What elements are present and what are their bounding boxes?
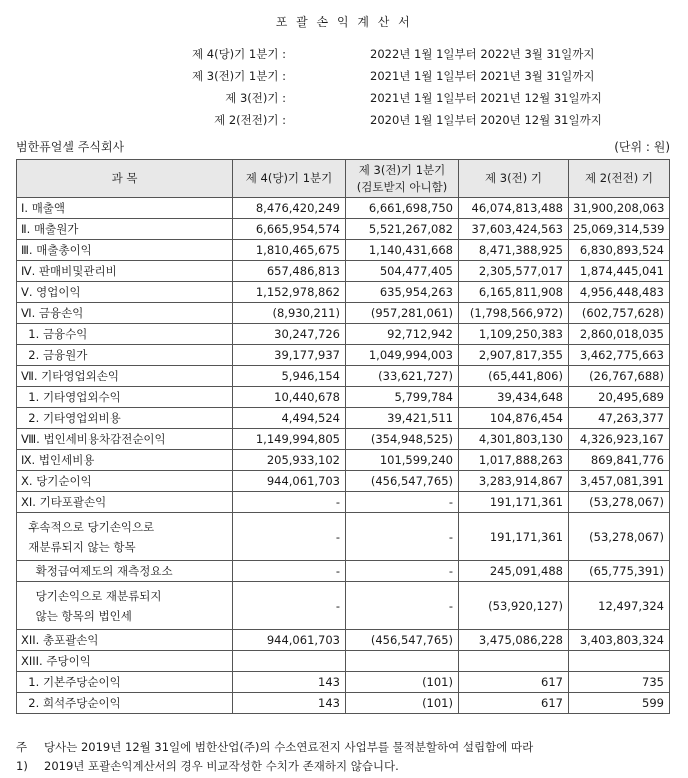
amount-v2: (354,948,525) <box>346 429 459 450</box>
amount-v3: 245,091,488 <box>459 561 569 582</box>
account-name: Ⅰ. 매출액 <box>17 198 233 219</box>
footnote-line-2: 2019년 포괄손익계산서의 경우 비교작성한 수치가 존재하지 않습니다. <box>44 759 399 773</box>
table-row <box>17 651 670 672</box>
amount-v2: 92,712,942 <box>346 324 459 345</box>
amount-v4: 31,900,208,063 <box>569 198 670 219</box>
amount-v1: 1,810,465,675 <box>233 240 346 261</box>
amount-v3: 1,109,250,383 <box>459 324 569 345</box>
amount-v2: (456,547,765) <box>346 471 459 492</box>
amount-v3: 617 <box>459 672 569 693</box>
account-name: XIII. 주당이익 <box>17 651 233 672</box>
amount-v4: 599 <box>569 693 670 714</box>
period-list <box>0 46 688 134</box>
table-row <box>17 582 670 630</box>
table-row <box>17 492 670 513</box>
amount-v2: - <box>346 513 459 561</box>
account-name: 1. 기본주당순이익 <box>17 672 233 693</box>
table-row <box>17 408 670 429</box>
amount-v3 <box>459 651 569 672</box>
amount-v2: (33,621,727) <box>346 366 459 387</box>
amount-v3: 3,475,086,228 <box>459 630 569 651</box>
amount-v1: 30,247,726 <box>233 324 346 345</box>
income-statement-table <box>16 159 670 714</box>
amount-v1: 4,494,524 <box>233 408 346 429</box>
account-name: 후속적으로 당기손익으로 재분류되지 않는 항목 <box>17 513 233 561</box>
amount-v2: (101) <box>346 672 459 693</box>
amount-v3: 4,301,803,130 <box>459 429 569 450</box>
amount-v2 <box>346 651 459 672</box>
table-row <box>17 693 670 714</box>
amount-v3: 39,434,648 <box>459 387 569 408</box>
footnote-tag: 주1) <box>16 740 28 773</box>
amount-v3: 1,017,888,263 <box>459 450 569 471</box>
amount-v1: 10,440,678 <box>233 387 346 408</box>
amount-v1: - <box>233 513 346 561</box>
currency-unit: (단위 : 원) <box>614 140 670 154</box>
account-name: Ⅲ. 매출총이익 <box>17 240 233 261</box>
amount-v3: (65,441,806) <box>459 366 569 387</box>
amount-v2: (456,547,765) <box>346 630 459 651</box>
amount-v1: 8,476,420,249 <box>233 198 346 219</box>
amount-v4: 735 <box>569 672 670 693</box>
amount-v4: 3,457,081,391 <box>569 471 670 492</box>
amount-v1: 5,946,154 <box>233 366 346 387</box>
table-row <box>17 513 670 561</box>
table-row <box>17 450 670 471</box>
period-row <box>0 68 688 90</box>
amount-v1: 944,061,703 <box>233 471 346 492</box>
amount-v2: 1,049,994,003 <box>346 345 459 366</box>
amount-v4: (26,767,688) <box>569 366 670 387</box>
amount-v3: 37,603,424,563 <box>459 219 569 240</box>
amount-v2: 504,477,405 <box>346 261 459 282</box>
period-label: 제 3(전)기 1분기 : <box>192 69 286 83</box>
account-name: 2. 금융원가 <box>17 345 233 366</box>
header-prior-quarter-line1: 제 3(전)기 1분기 <box>358 162 446 177</box>
amount-v1: (8,930,211) <box>233 303 346 324</box>
account-name: Ⅷ. 법인세비용차감전순이익 <box>17 429 233 450</box>
table-row <box>17 630 670 651</box>
table-row <box>17 672 670 693</box>
amount-v3: 3,283,914,867 <box>459 471 569 492</box>
amount-v4: 4,956,448,483 <box>569 282 670 303</box>
account-name: 2. 희석주당순이익 <box>17 693 233 714</box>
amount-v1: 1,152,978,862 <box>233 282 346 303</box>
amount-v4: 3,403,803,324 <box>569 630 670 651</box>
account-name: Ⅳ. 판매비및관리비 <box>17 261 233 282</box>
table-row <box>17 345 670 366</box>
table-row <box>17 429 670 450</box>
amount-v3: 104,876,454 <box>459 408 569 429</box>
period-row <box>0 90 688 112</box>
header-prior-year: 제 3(전) 기 <box>459 160 569 198</box>
period-label: 제 4(당)기 1분기 : <box>192 47 286 61</box>
account-name: Ⅵ. 금융손익 <box>17 303 233 324</box>
amount-v4: (53,278,067) <box>569 513 670 561</box>
amount-v2: - <box>346 492 459 513</box>
amount-v1: 657,486,813 <box>233 261 346 282</box>
amount-v1: 1,149,994,805 <box>233 429 346 450</box>
table-row <box>17 282 670 303</box>
amount-v2: 39,421,511 <box>346 408 459 429</box>
amount-v2: 5,799,784 <box>346 387 459 408</box>
amount-v2: 1,140,431,668 <box>346 240 459 261</box>
amount-v1 <box>233 651 346 672</box>
table-row <box>17 240 670 261</box>
amount-v2: 101,599,240 <box>346 450 459 471</box>
account-name: Ⅹ. 당기순이익 <box>17 471 233 492</box>
amount-v1: 944,061,703 <box>233 630 346 651</box>
amount-v3: 2,907,817,355 <box>459 345 569 366</box>
account-name: 1. 기타영업외수익 <box>17 387 233 408</box>
table-row <box>17 471 670 492</box>
table-row <box>17 387 670 408</box>
amount-v4: 3,462,775,663 <box>569 345 670 366</box>
account-name: Ⅶ. 기타영업외손익 <box>17 366 233 387</box>
amount-v4: 47,263,377 <box>569 408 670 429</box>
table-body <box>17 198 670 714</box>
amount-v3: (53,920,127) <box>459 582 569 630</box>
header-current-quarter: 제 4(당)기 1분기 <box>233 160 346 198</box>
amount-v3: 46,074,813,488 <box>459 198 569 219</box>
period-row <box>0 112 688 134</box>
amount-v4: 1,874,445,041 <box>569 261 670 282</box>
account-name: 1. 금융수익 <box>17 324 233 345</box>
amount-v3: 8,471,388,925 <box>459 240 569 261</box>
amount-v4: 6,830,893,524 <box>569 240 670 261</box>
company-name: 범한퓨얼셀 주식회사 <box>16 140 125 154</box>
amount-v1: - <box>233 492 346 513</box>
period-label: 제 3(전)기 : <box>225 91 286 105</box>
amount-v1: 39,177,937 <box>233 345 346 366</box>
table-row <box>17 219 670 240</box>
amount-v1: 143 <box>233 672 346 693</box>
table-row <box>17 261 670 282</box>
account-name: 확정급여제도의 재측정요소 <box>17 561 233 582</box>
amount-v4: 25,069,314,539 <box>569 219 670 240</box>
amount-v2: - <box>346 582 459 630</box>
amount-v4: 869,841,776 <box>569 450 670 471</box>
amount-v1: 6,665,954,574 <box>233 219 346 240</box>
amount-v3: (1,798,566,972) <box>459 303 569 324</box>
amount-v3: 191,171,361 <box>459 492 569 513</box>
amount-v3: 191,171,361 <box>459 513 569 561</box>
header-prior-quarter-line2: (검토받지 아니함) <box>356 179 448 194</box>
amount-v4: 4,326,923,167 <box>569 429 670 450</box>
amount-v1: 205,933,102 <box>233 450 346 471</box>
account-name: Ⅸ. 법인세비용 <box>17 450 233 471</box>
amount-v4: 12,497,324 <box>569 582 670 630</box>
amount-v2: 5,521,267,082 <box>346 219 459 240</box>
footnote-line-1: 당사는 2019년 12월 31일에 범한산업(주)의 수소연료전지 사업부를 물적분할하여 설립함에 따라 <box>44 740 534 754</box>
table-row <box>17 198 670 219</box>
amount-v3: 2,305,577,017 <box>459 261 569 282</box>
statement-title: 포 괄 손 익 계 산 서 <box>275 15 413 29</box>
amount-v4: 2,860,018,035 <box>569 324 670 345</box>
table-row <box>17 366 670 387</box>
amount-v3: 6,165,811,908 <box>459 282 569 303</box>
table-header-row <box>17 160 670 198</box>
amount-v2: (957,281,061) <box>346 303 459 324</box>
period-row <box>0 46 688 68</box>
account-name: XII. 총포괄손익 <box>17 630 233 651</box>
amount-v1: 143 <box>233 693 346 714</box>
table-row <box>17 303 670 324</box>
amount-v4: 20,495,689 <box>569 387 670 408</box>
account-name: Ⅴ. 영업이익 <box>17 282 233 303</box>
period-range: 2021년 1월 1일부터 2021년 3월 31일까지 <box>370 69 595 83</box>
account-name: 2. 기타영업외비용 <box>17 408 233 429</box>
amount-v4 <box>569 651 670 672</box>
period-range: 2022년 1월 1일부터 2022년 3월 31일까지 <box>370 47 595 61</box>
table-row <box>17 324 670 345</box>
period-range: 2021년 1월 1일부터 2021년 12월 31일까지 <box>370 91 602 105</box>
amount-v1: - <box>233 582 346 630</box>
amount-v2: 6,661,698,750 <box>346 198 459 219</box>
account-name: XI. 기타포괄손익 <box>17 492 233 513</box>
period-label: 제 2(전전)기 : <box>214 113 286 127</box>
amount-v2: (101) <box>346 693 459 714</box>
header-prior-quarter <box>346 160 459 198</box>
amount-v1: - <box>233 561 346 582</box>
table-row <box>17 561 670 582</box>
amount-v4: (65,775,391) <box>569 561 670 582</box>
amount-v2: - <box>346 561 459 582</box>
account-name: 당기손익으로 재분류되지 않는 항목의 법인세 <box>17 582 233 630</box>
period-range: 2020년 1월 1일부터 2020년 12월 31일까지 <box>370 113 602 127</box>
account-name: Ⅱ. 매출원가 <box>17 219 233 240</box>
amount-v4: (53,278,067) <box>569 492 670 513</box>
amount-v4: (602,757,628) <box>569 303 670 324</box>
header-prior-year-2: 제 2(전전) 기 <box>569 160 670 198</box>
amount-v2: 635,954,263 <box>346 282 459 303</box>
header-account: 과 목 <box>17 160 233 198</box>
amount-v3: 617 <box>459 693 569 714</box>
